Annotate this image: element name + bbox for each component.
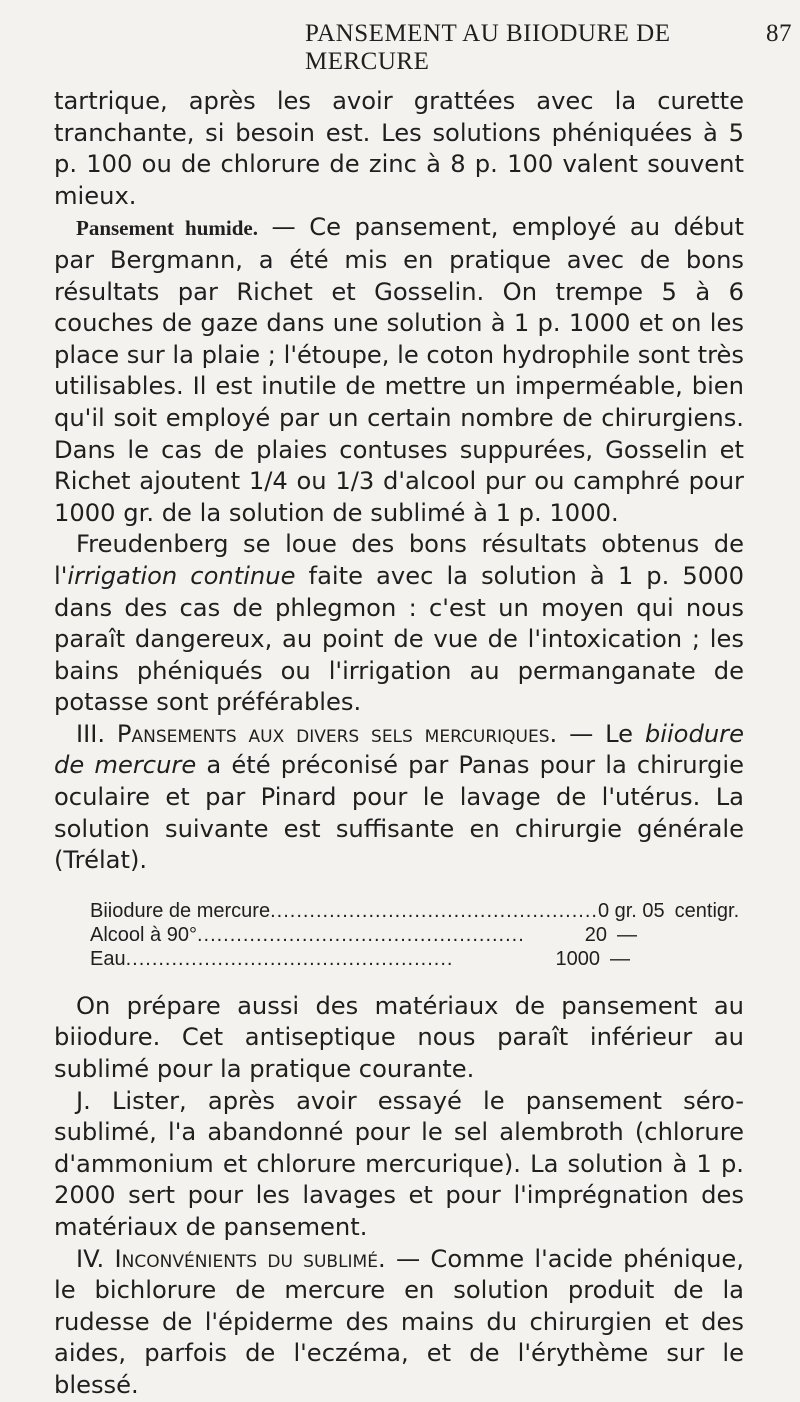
formula-ingredient: Alcool à 90° [90,923,197,946]
emphasis: biiodure de mercure [54,719,744,780]
paragraph-7: IV. Inconvénients du sublimé. — Comme l'acide phénique, le bichlorure de mercure en solution produit de la rudesse de l'épiderme des mains du chirurgien et des aides, parfois de l'eczéma, et de l'érythème sur le blessé. [54,1244,744,1399]
paragraph-1: tartrique, après les avoir grattées avec la curette tranchante, si besoin est. Les solutions phéniquées à 5 p. 100 ou de chlorure de zinc à 8 p. 100 valent souvent mieux. [54,87,744,210]
formula-unit: — [610,947,630,970]
leader-dots: .................................................. [270,899,598,922]
leader-dots: .................................................. [125,947,454,970]
page-number: 87 [766,20,792,47]
section-heading: IV. Inconvénients du sublimé. [76,1244,386,1273]
formula-quantity: 20 [584,923,607,946]
formula-table [90,899,740,971]
formula-unit: — [616,923,637,946]
emphasis: irrigation continue [67,561,296,590]
formula-ingredient: Eau [90,947,126,970]
leader-dots: .................................................. [196,923,525,946]
paragraph-4: III. Pansements aux divers sels mercuriques. — Le biiodure de mercure a été préconisé par Panas pour la chirurgie oculaire et par Pinard pour le lavage de l'utérus. La solution suivante est suffisante en chirurgie générale (Trélat). [54,719,745,875]
formula-row [90,899,740,923]
formula-row [90,923,690,947]
paragraph-5: On prépare aussi des matériaux de pansement au biiodure. Cet antiseptique nous paraît inférieur au sublimé pour la pratique courante. [54,991,744,1084]
running-header [70,20,792,75]
formula-quantity: 0 gr. 05 [597,899,665,922]
formula-ingredient: Biiodure de mercure [90,899,271,922]
paragraph-6: J. Lister, après avoir essayé le pansement séro-sublimé, l'a abandonné pour le sel alembroth (chlorure d'ammonium et chlorure mercurique). La solution à 1 p. 2000 sert pour les lavages et pour l'imprégnation des matériaux de pansement. [54,1086,744,1241]
paragraph-2: Pansement humide. — Ce pansement, employé au début par Bergmann, a été mis en pratique avec de bons résultats par Richet et Gosselin. On trempe 5 à 6 couches de gaze dans une solution à 1 p. 1000 et on les place sur la plaie ; l'étoupe, le coton hydrophile sont très utilisables. Il est inutile de mettre un imperméable, bien qu'il soit employé par un certain nombre de chirurgiens. Dans le cas de plaies contuses suppurées, Gosselin et Richet ajoutent 1/4 ou 1/3 d'alcool pur ou camphré pour 1000 gr. de la solution de sublimé à 1 p. 1000. [54,213,744,527]
running-title: PANSEMENT AU BIIODURE DE MERCURE [305,20,671,75]
page-body [54,86,744,1402]
formula-row [90,947,690,971]
paragraph-3: Freudenberg se loue des bons résultats obtenus de l'irrigation continue faite avec la solution à 1 p. 5000 dans des cas de phlegmon : c'est un moyen qui nous paraît dangereux, au point de vue de l'intoxication ; les bains phéniqués ou l'irrigation au permanganate de potasse sont préférables. [54,530,744,717]
formula-unit: centigr. [674,899,740,922]
section-lead: Pansement humide. [76,216,258,241]
formula-quantity: 1000 [555,947,600,970]
section-heading: III. Pansements aux divers sels mercuriques. [76,719,558,748]
